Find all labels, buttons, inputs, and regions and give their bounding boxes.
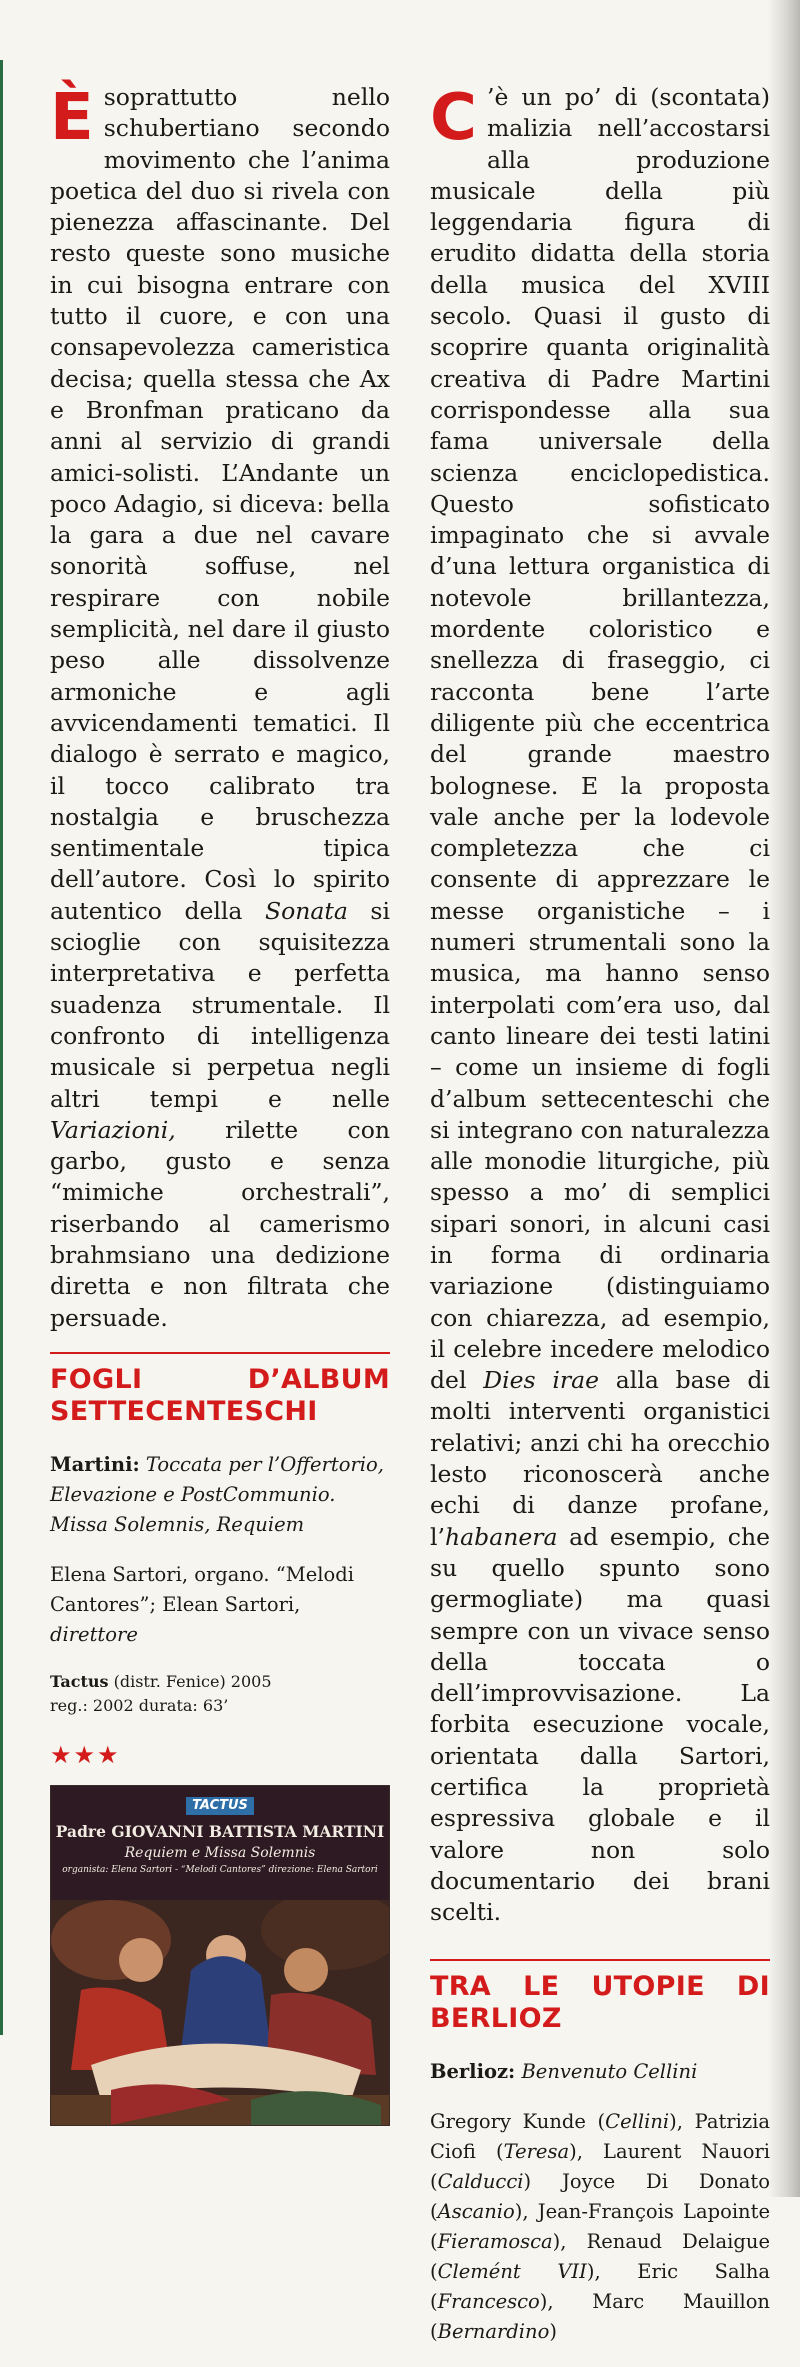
page-gutter-shadow	[768, 0, 800, 2197]
section-rule	[430, 1959, 770, 1961]
cast-member: Laurent Nauori (Calducci)	[430, 2139, 770, 2193]
martini-program: Martini: Toccata per l’Offertorio, Elevazione e PostCommunio. Missa Solemnis, Requiem	[50, 1452, 384, 1536]
dropcap-c: C	[430, 81, 477, 155]
cover-title: Padre GIOVANNI BATTISTA MARTINI	[55, 1822, 385, 1842]
cast-member: Marc Mauillon (Bernardino)	[430, 2289, 770, 2343]
cast-member: Patrizia Ciofi (Teresa),	[430, 2109, 770, 2163]
berlioz-program: Berlioz: Benvenuto Cellini	[430, 2059, 698, 2083]
page-edge-strip	[0, 60, 3, 2035]
cast-member: Renaud Delaigue (Clemént VII),	[430, 2229, 770, 2283]
martini-performers: Elena Sartori, organo. “Melodi Cantores”; Elean Sartori, direttore	[50, 1562, 354, 1646]
cover-credits: organista: Elena Sartori - “Melodi Cantores” direzione: Elena Sartori	[62, 1865, 378, 1876]
album-cover-martini	[50, 1785, 390, 2126]
rating-stars: ★★★	[50, 1740, 121, 1769]
section-title-berlioz: TRA LE UTOPIE DI BERLIOZ	[430, 1970, 770, 2034]
berlioz-cast	[430, 2107, 770, 2347]
cover-header	[51, 1786, 389, 1900]
left-article-paragraph: Èsoprattutto nello schubertiano secondo movimento che l’anima poetica del duo si rivela con pienezza affascinante. Del resto queste sono musiche in cui bisogna entrare con tutto il cuore, e con una consapevolezza cameristica decisa; quella stessa che Ax e Bronfman praticano da anni al servizio di grandi amici-solisti. L’Andante un poco Adagio, si diceva: bella la gara a due nel cavare sonorità soffuse, nel respirare con nobile semplicità, nel dare il giusto peso alle dissolvenze armoniche e agli avvicendamenti tematici. Il dialogo è serrato e magico, il tocco calibrato tra nostalgia e bruschezza sentimentale tipica dell’autore. Così lo spirito autentico della Sonata si scioglie con squisitezza interpretativa e perfetta suadenza strumentale. Il confronto di intelligenza musicale si perpetua negli altri tempi e nelle Variazioni, rilette con garbo, gusto e senza “mimiche orchestrali”, riserbando al camerismo brahmsiano una dedizione diretta e non filtrata che persuade.	[50, 81, 390, 1332]
cover-subtitle: Requiem e Missa Solemnis	[124, 1845, 316, 1862]
cast-member: Jean-François Lapointe (Fieramosca),	[430, 2199, 770, 2253]
cast-member: Gregory Kunde (Cellini),	[430, 2109, 683, 2133]
martini-label-info: Tactus (distr. Fenice) 2005 reg.: 2002 durata: 63’	[50, 1671, 272, 1715]
cover-painting-image	[51, 1900, 389, 2125]
cast-member: Joyce Di Donato (Ascanio),	[430, 2169, 771, 2223]
right-column	[430, 82, 770, 2367]
section-rule	[50, 1352, 390, 1354]
tactus-logo: TACTUS	[186, 1797, 254, 1815]
dropcap-e: È	[50, 81, 94, 155]
left-column	[50, 82, 390, 2126]
right-article-paragraph: C ’è un po’ di (scontata) malizia nell’accostarsi alla produzione musicale della più leggendaria figura di erudito didatta della storia della musica del XVIII secolo. Quasi il gusto di scoprire quanta originalità creativa di Padre Martini corrispondesse alla sua fama universale della scienza enciclopedistica. Questo sofisticato impaginato che si avvale d’una lettura organistica di notevole brillantezza, mordente coloristico e snellezza di fraseggio, ci racconta bene l’arte diligente più che eccentrica del grande maestro bolognese. E la proposta vale anche per la lodevole completezza che ci consente di apprezzare le messe organistiche – i numeri strumentali sono la musica, ma hanno senso interpolati com’era uso, dal canto lineare dei testi latini – come un insieme di fogli d’album settecenteschi che si integrano con naturalezza alle monodie liturgiche, più spesso a mo’ di semplici sipari sonori, in alcuni casi in forma di ordinaria variazione (distinguiamo con chiarezza, ad esempio, il celebre incedere melodico del Dies irae alla base di molti interventi organistici relativi; anzi chi ha orecchio lesto riconoscerà anche echi di danze profane, l’habanera ad esempio, che su quello spunto sono germogliate) ma quasi sempre con un vivace senso della toccata o dell’improvvisazione. La forbita esecuzione vocale, orientata dalla Sartori, certifica la proprietà espressiva globale e il valore non solo documentario dei brani scelti.	[430, 81, 770, 1927]
section-title-martini: FOGLI D’ALBUM SETTECENTESCHI	[50, 1363, 390, 1427]
cast-member: Eric Salha (Francesco),	[430, 2259, 771, 2313]
